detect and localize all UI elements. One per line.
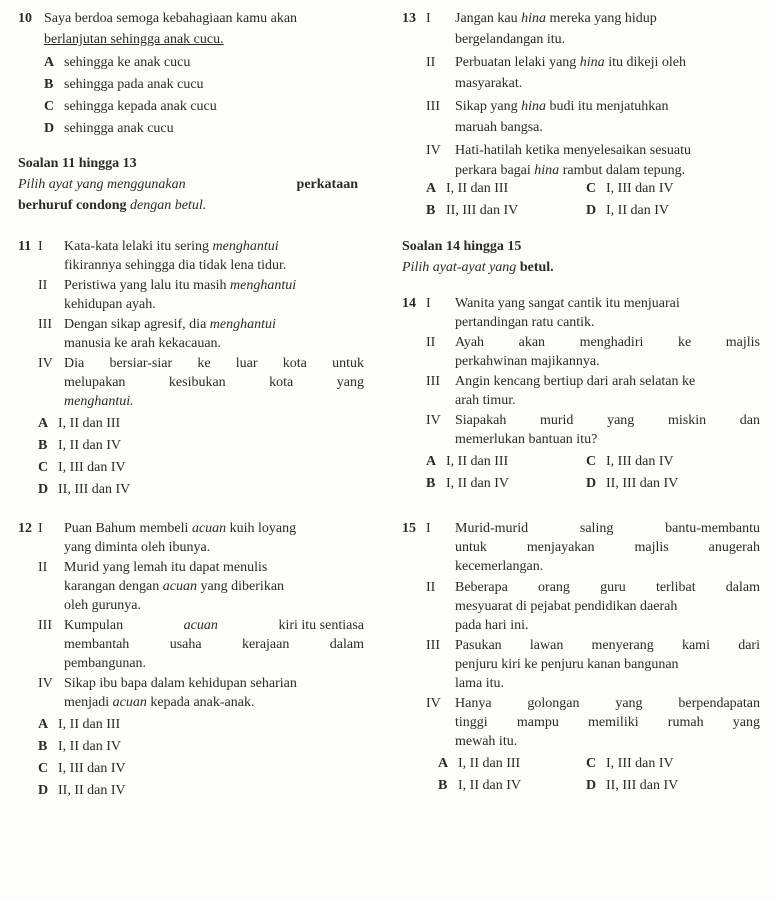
statement-line: melupakan kesibukan kota yang <box>64 375 364 390</box>
statement-line: Murid-murid saling bantu-membantu <box>455 521 760 536</box>
roman-numeral: II <box>426 335 436 350</box>
answer-option-c[interactable]: C I, III dan IV <box>38 761 126 776</box>
statement-line: kehidupan ayah. <box>64 297 156 312</box>
statement-line: Pasukan lawan menyerang kami dari <box>455 638 760 653</box>
answer-option-a[interactable]: A I, II dan III <box>38 416 121 431</box>
statement-line: pertandingan ratu cantik. <box>455 315 595 330</box>
answer-option-c[interactable]: C I, III dan IV <box>586 454 674 469</box>
answer-option-a[interactable]: A sehingga ke anak cucu <box>44 55 191 70</box>
answer-option-d[interactable]: D II, II dan IV <box>38 783 126 798</box>
answer-option-c[interactable]: C I, III dan IV <box>38 460 126 475</box>
answer-option-c[interactable]: C I, III dan IV <box>586 756 674 771</box>
statement-line: Murid yang lemah itu dapat menulis <box>64 560 268 575</box>
roman-numeral: IV <box>426 143 441 158</box>
statement-line: Ayah akan menghadiri ke majlis <box>455 335 760 350</box>
statement-line: Kumpulan acuan kiri itu sentiasa <box>64 618 364 633</box>
roman-numeral: I <box>38 239 43 254</box>
answer-option-a[interactable]: A I, II dan III <box>438 756 521 771</box>
roman-numeral: I <box>426 521 431 536</box>
statement-line: arah timur. <box>455 393 516 408</box>
question-number: 10 <box>18 11 32 26</box>
roman-numeral: III <box>38 618 52 633</box>
statement-line: perkara bagai hina rambut dalam tepung. <box>455 163 686 178</box>
question-number: 13 <box>402 11 416 26</box>
roman-numeral: IV <box>38 676 53 691</box>
answer-option-b[interactable]: B I, II dan IV <box>38 438 121 453</box>
roman-numeral: IV <box>426 696 441 711</box>
answer-option-d[interactable]: D I, II dan IV <box>586 203 669 218</box>
answer-option-b[interactable]: B I, II dan IV <box>38 739 121 754</box>
answer-option-a[interactable]: A I, II dan III <box>426 181 509 196</box>
statement-line: mesyuarat di pejabat pendidikan daerah <box>455 599 678 614</box>
statement-line: penjuru kiri ke penjuru kanan bangunan <box>455 657 679 672</box>
statement-line: Peristiwa yang lalu itu masih menghantui <box>64 278 297 293</box>
statement-line: bergelandangan itu. <box>455 32 566 47</box>
statement-line: yang diminta oleh ibunya. <box>64 540 211 555</box>
answer-option-c[interactable]: C I, III dan IV <box>586 181 674 196</box>
section-title: Soalan 11 hingga 13 <box>18 156 137 171</box>
section-title: Soalan 14 hingga 15 <box>402 239 522 254</box>
statement-line: Dia bersiar-siar ke luar kota untuk <box>64 356 364 371</box>
statement-line: Beberapa orang guru terlibat dalam <box>455 580 760 595</box>
question-number: 15 <box>402 521 416 536</box>
statement-line: Hati-hatilah ketika menyelesaikan sesuatu <box>455 143 691 158</box>
question-number: 14 <box>402 296 416 311</box>
roman-numeral: II <box>426 580 436 595</box>
roman-numeral: II <box>426 55 436 70</box>
statement-line: untuk menjayakan majlis anugerah <box>455 540 760 555</box>
section-instruction: berhuruf condong dengan betul. <box>18 198 207 213</box>
roman-numeral: I <box>426 11 431 26</box>
statement-line: Dengan sikap agresif, dia menghantui <box>64 317 276 332</box>
statement-line: Angin kencang bertiup dari arah selatan ke <box>455 374 696 389</box>
roman-numeral: II <box>38 278 48 293</box>
answer-option-d[interactable]: D II, III dan IV <box>38 482 131 497</box>
answer-option-c[interactable]: C sehingga kepada anak cucu <box>44 99 217 114</box>
statement-line: kecemerlangan. <box>455 559 544 574</box>
statement-line: Puan Bahum membeli acuan kuih loyang <box>64 521 297 536</box>
statement-line: Sikap ibu bapa dalam kehidupan seharian <box>64 676 297 691</box>
roman-numeral: II <box>38 560 48 575</box>
statement-line: karangan dengan acuan yang diberikan <box>64 579 285 594</box>
answer-option-a[interactable]: A I, II dan III <box>38 717 121 732</box>
statement-line: membantah usaha kerajaan dalam <box>64 637 364 652</box>
statement-line: Jangan kau hina mereka yang hidup <box>455 11 657 26</box>
statement-line: Perbuatan lelaki yang hina itu dikeji oleh <box>455 55 686 70</box>
answer-option-b[interactable]: B I, II dan IV <box>438 778 521 793</box>
answer-option-b[interactable]: B sehingga pada anak cucu <box>44 77 204 92</box>
answer-option-d[interactable]: D II, III dan IV <box>586 476 679 491</box>
section-instruction: Pilih ayat-ayat yang betul. <box>402 260 554 275</box>
statement-line: Kata-kata lelaki itu sering menghantui <box>64 239 279 254</box>
answer-option-a[interactable]: A I, II dan III <box>426 454 509 469</box>
roman-numeral: IV <box>426 413 441 428</box>
statement-line: manusia ke arah kekacauan. <box>64 336 222 351</box>
question-stem-line: Saya berdoa semoga kebahagiaan kamu akan <box>44 11 298 26</box>
statement-line: lama itu. <box>455 676 504 691</box>
roman-numeral: III <box>426 99 440 114</box>
roman-numeral: IV <box>38 356 53 371</box>
answer-option-b[interactable]: B I, II dan IV <box>426 476 509 491</box>
statement-line: Siapakah murid yang miskin dan <box>455 413 760 428</box>
statement-line: mewah itu. <box>455 734 518 749</box>
section-instruction: Pilih ayat yang menggunakan perkataan <box>18 177 358 192</box>
roman-numeral: III <box>38 317 52 332</box>
statement-line: pada hari ini. <box>455 618 529 633</box>
question-number: 12 <box>18 521 32 536</box>
statement-line: Wanita yang sangat cantik itu menjuarai <box>455 296 680 311</box>
answer-option-b[interactable]: B II, III dan IV <box>426 203 519 218</box>
answer-option-d[interactable]: D II, III dan IV <box>586 778 679 793</box>
statement-line: menjadi acuan kepada anak-anak. <box>64 695 255 710</box>
statement-line: perkahwinan majikannya. <box>455 354 600 369</box>
statement-line: menghantui. <box>64 394 134 409</box>
answer-option-d[interactable]: D sehingga anak cucu <box>44 121 174 136</box>
roman-numeral: I <box>38 521 43 536</box>
roman-numeral: I <box>426 296 431 311</box>
statement-line: memerlukan bantuan itu? <box>455 432 598 447</box>
statement-line: oleh gurunya. <box>64 598 141 613</box>
roman-numeral: III <box>426 374 440 389</box>
roman-numeral: III <box>426 638 440 653</box>
statement-line: Sikap yang hina budi itu menjatuhkan <box>455 99 669 114</box>
statement-line: maruah bangsa. <box>455 120 543 135</box>
statement-line: fikirannya sehingga dia tidak lena tidur. <box>64 258 287 273</box>
statement-line: masyarakat. <box>455 76 523 91</box>
question-stem-line: berlanjutan sehingga anak cucu. <box>44 32 224 47</box>
question-number: 11 <box>18 239 32 254</box>
statement-line: Hanya golongan yang berpendapatan <box>455 696 760 711</box>
statement-line: pembangunan. <box>64 656 147 671</box>
statement-line: tinggi mampu memiliki rumah yang <box>455 715 760 730</box>
